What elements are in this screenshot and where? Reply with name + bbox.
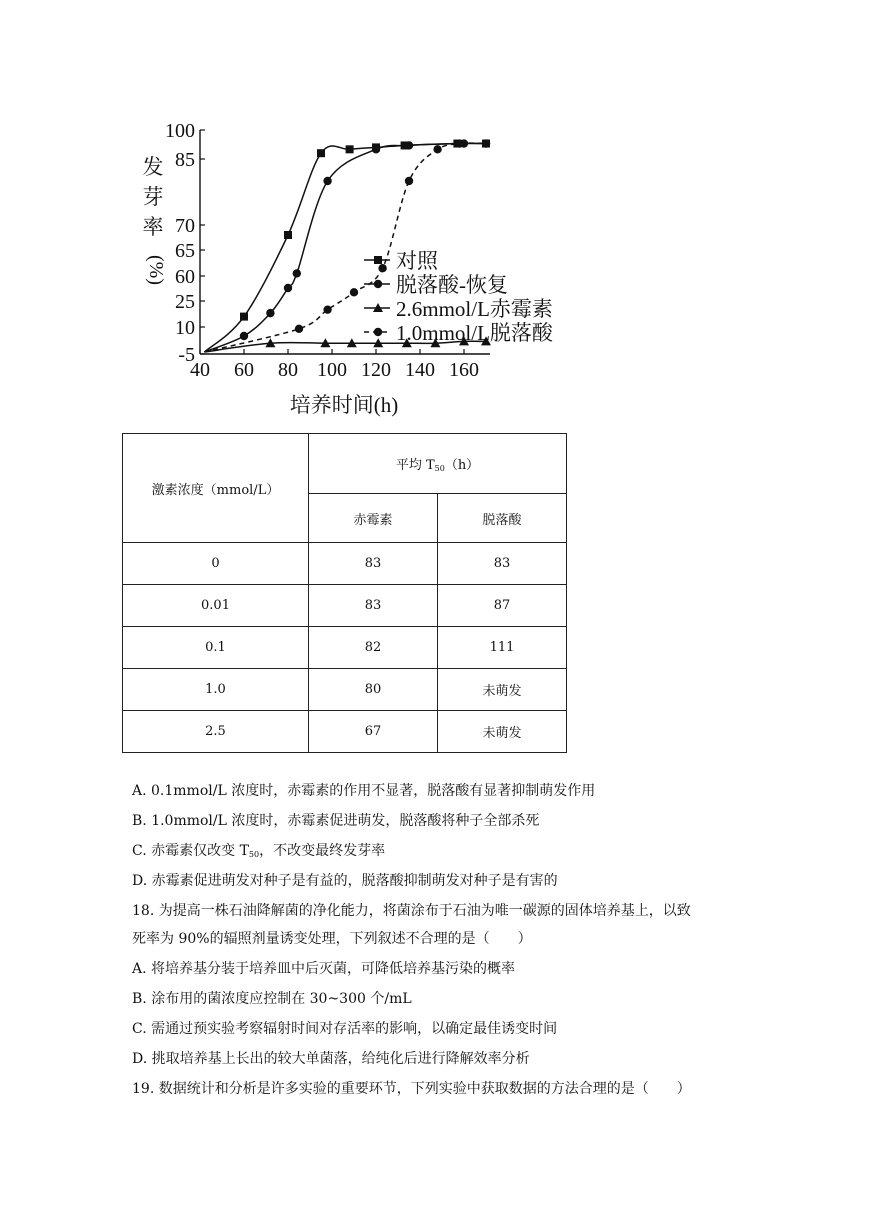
- data-point-circle: [295, 325, 303, 333]
- data-point-circle: [323, 305, 331, 313]
- y-axis-label-char: 芽: [142, 185, 164, 209]
- y-axis-label-char: 发: [142, 155, 164, 179]
- y-tick-label: 70: [175, 215, 195, 237]
- data-point-circle: [433, 145, 441, 153]
- germination-chart: [128, 110, 598, 430]
- q18-option-c: C. 需通过预实验考察辐射时间对存活率的影响，以确定最佳诱变时间: [132, 1021, 558, 1037]
- data-point-square: [346, 145, 354, 153]
- y-tick-label: 85: [175, 149, 195, 171]
- y-tick-label: 60: [175, 266, 195, 288]
- legend-label: 2.6mmol/L赤霉素: [396, 297, 553, 321]
- data-point-circle: [482, 139, 490, 147]
- x-tick-label: 100: [317, 359, 347, 381]
- data-point-square: [374, 256, 382, 264]
- data-point-square: [284, 231, 292, 239]
- data-point-square: [317, 149, 325, 157]
- q17-option-c: C. 赤霉素仅改变 $T_{50}$，不改变最终发芽率: [132, 843, 386, 859]
- data-point-circle: [460, 139, 468, 147]
- x-tick-label: 120: [361, 359, 391, 381]
- legend-label: 对照: [396, 249, 438, 273]
- y-tick-label: 65: [175, 240, 195, 262]
- header-gibberellin: 赤霉素: [309, 494, 438, 543]
- header-abscisic-acid: 脱落酸: [438, 494, 567, 543]
- data-point-circle: [378, 264, 386, 272]
- q17-option-a: A. 0.1mmol/L 浓度时，赤霉素的作用不显著，脱落酸有显著抑制萌发作用: [132, 783, 596, 799]
- q17-option-b: B. 1.0mmol/L 浓度时，赤霉素促进萌发，脱落酸将种子全部杀死: [132, 813, 540, 829]
- data-point-circle: [323, 177, 331, 185]
- y-axis-label: [143, 155, 164, 239]
- data-point-circle: [374, 280, 382, 288]
- q17-option-d: D. 赤霉素促进萌发对种子是有益的，脱落酸抑制萌发对种子是有害的: [132, 873, 558, 889]
- data-point-circle: [372, 145, 380, 153]
- legend-label: 1.0mmol/L脱落酸: [396, 321, 553, 345]
- table-row: 0.01 83 87: [123, 585, 567, 627]
- data-point-circle: [240, 332, 248, 340]
- q18-stem-line1: 18. 为提高一株石油降解菌的净化能力，将菌涂布于石油为唯一碳源的固体培养基上，以致: [132, 903, 691, 919]
- q18-option-d: D. 挑取培养基上长出的较大单菌落，给纯化后进行降解效率分析: [132, 1051, 530, 1067]
- q18-stem-line2: 死率为 90%的辐照剂量诱变处理，下列叙述不合理的是（ ）: [132, 931, 532, 947]
- data-point-square: [240, 313, 248, 321]
- data-point-circle: [350, 288, 358, 296]
- x-tick-label: 140: [405, 359, 435, 381]
- data-point-circle: [266, 309, 274, 317]
- x-tick-label: 80: [278, 359, 298, 381]
- x-tick-label: 160: [449, 359, 479, 381]
- q18-option-a: A. 将培养基分装于培养皿中后灭菌，可降低培养基污染的概率: [132, 961, 516, 977]
- chart-legend: [364, 249, 554, 345]
- data-point-circle: [284, 284, 292, 292]
- y-tick-label: 100: [165, 120, 195, 142]
- x-axis-label: 培养时间(h): [289, 393, 399, 417]
- x-tick-label: 60: [234, 359, 254, 381]
- y-axis-label-char: 率: [142, 215, 164, 239]
- data-point-circle: [405, 177, 413, 185]
- data-point-circle: [405, 141, 413, 149]
- y-tick-label: -5: [178, 344, 195, 366]
- table-row: 1.0 80 未萌发: [123, 669, 567, 711]
- q18-option-b: B. 涂布用的菌浓度应控制在 30~300 个/mL: [132, 991, 412, 1007]
- table-row: 0 83 83: [123, 543, 567, 585]
- x-tick-label: 40: [190, 359, 210, 381]
- q19-stem: 19. 数据统计和分析是许多实验的重要环节，下列实验中获取数据的方法合理的是（ ）: [132, 1081, 691, 1097]
- header-concentration: 激素浓度（mmol/L）: [123, 434, 309, 543]
- table-row: 0.1 82 111: [123, 627, 567, 669]
- data-point-circle: [374, 328, 382, 336]
- y-ticks: [165, 120, 205, 366]
- legend-label: 脱落酸-恢复: [396, 273, 508, 297]
- data-point-circle: [293, 269, 301, 277]
- table-row: 2.5 67 未萌发: [123, 711, 567, 753]
- y-axis-unit: (%): [145, 255, 167, 285]
- y-tick-label: 25: [175, 291, 195, 313]
- y-tick-label: 10: [175, 317, 195, 339]
- header-t50: 平均 $T_{50}(h)$: [309, 434, 567, 494]
- hormone-table: [122, 433, 567, 753]
